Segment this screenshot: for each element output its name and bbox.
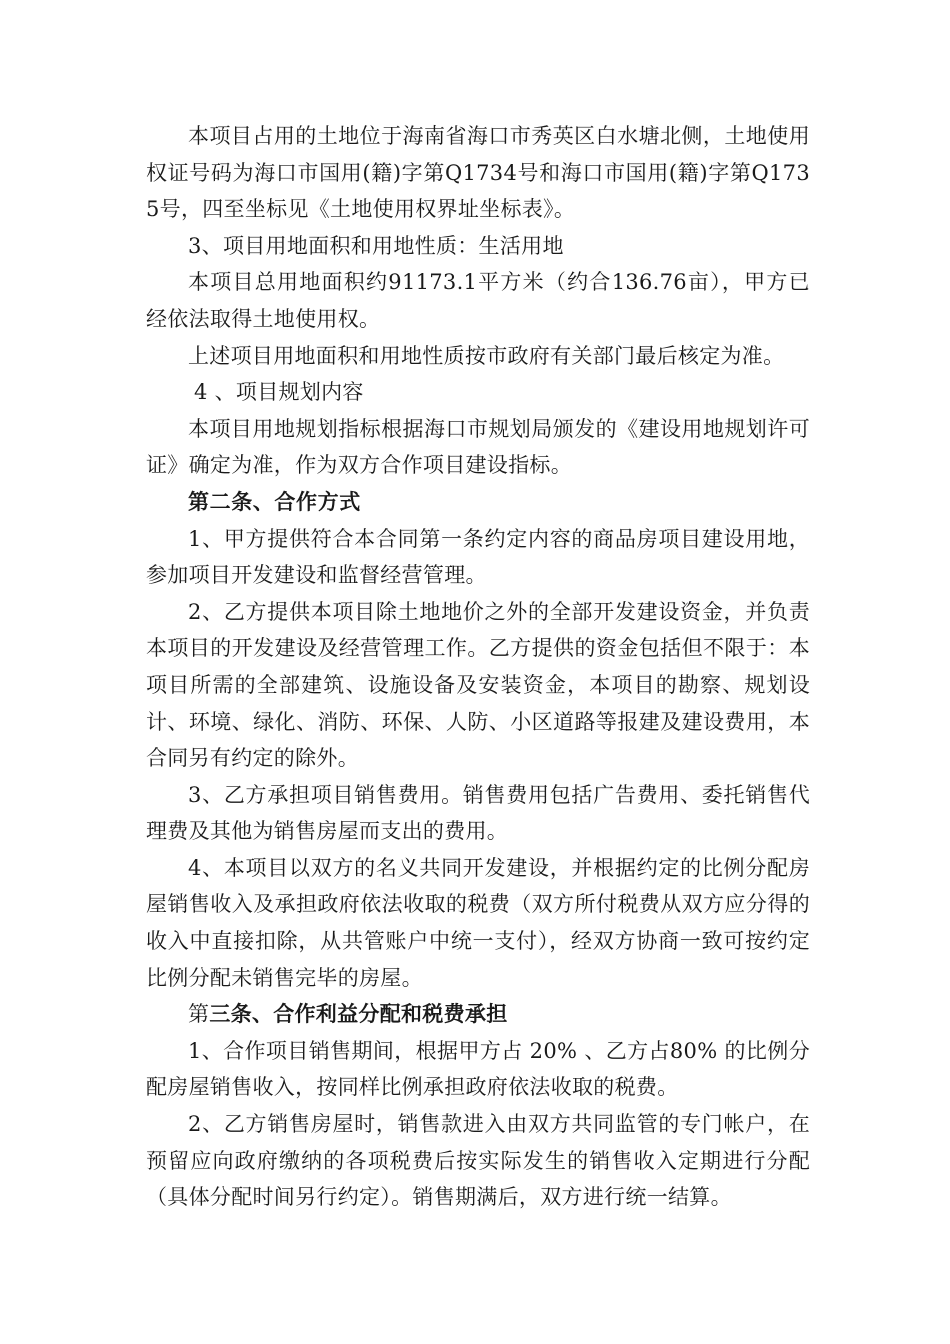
paragraph-land-area: 本项目总用地面积约91173.1平方米（约合136.76亩），甲方已经依法取得土地使用权。 <box>146 270 810 331</box>
section-heading-cooperation-method: 第二条、合作方式 <box>188 489 361 514</box>
heading-prefix: 第 <box>188 1002 210 1027</box>
paragraph-land-area-heading: 3、项目用地面积和用地性质：生活用地 <box>188 233 564 258</box>
paragraph-joint-development: 4、本项目以双方的名义共同开发建设，并根据约定的比例分配房屋销售收入及承担政府依法收取的税费（双方所付税费从双方应分得的收入中直接扣除，从共管账户中统一支付），经双方协商一致可按约定比例分配未销售完毕的房屋。 <box>146 855 810 990</box>
document-body <box>146 118 810 1216</box>
paragraph-land-location: 本项目占用的土地位于海南省海口市秀英区白水塘北侧，土地使用权证号码为海口市国用(籍)字第Q1734号和海口市国用(籍)字第Q1735号，四至坐标见《土地使用权界址坐标表》。 <box>146 124 810 222</box>
paragraph-planning-content: 本项目用地规划指标根据海口市规划局颁发的《建设用地规划许可证》确定为准，作为双方合作项目建设指标。 <box>146 416 810 478</box>
paragraph-sales-account: 2、乙方销售房屋时，销售款进入由双方共同监管的专门帐户，在预留应向政府缴纳的各项税费后按实际发生的销售收入定期进行分配（具体分配时间另行约定）。销售期满后，双方进行统一结算。 <box>146 1112 810 1210</box>
heading-title: 三条、合作利益分配和税费承担 <box>209 1002 508 1027</box>
paragraph-party-b-provides: 2、乙方提供本项目除土地地价之外的全部开发建设资金，并负责本项目的开发建设及经营管理工作。乙方提供的资金包括但不限于：本项目所需的全部建筑、设施设备及安装资金，本项目的勘察、规划设计、环境、绿化、消防、环保、人防、小区道路等报建及建设费用，本合同另有约定的除外。 <box>146 599 810 771</box>
paragraph-sales-costs: 3、乙方承担项目销售费用。销售费用包括广告费用、委托销售代理费及其他为销售房屋而支出的费用。 <box>146 782 810 844</box>
paragraph-planning-heading: 4 、项目规划内容 <box>194 380 364 405</box>
paragraph-party-a-provides: 1、甲方提供符合本合同第一条约定内容的商品房项目建设用地，参加项目开发建设和监督经营管理。 <box>146 526 810 588</box>
paragraph-revenue-split: 1、合作项目销售期间，根据甲方占 20% 、乙方占80% 的比例分配房屋销售收入，按同样比例承担政府依法收取的税费。 <box>146 1038 810 1100</box>
paragraph-area-approval: 上述项目用地面积和用地性质按市政府有关部门最后核定为准。 <box>188 343 785 368</box>
section-heading-profit-distribution <box>146 996 810 1033</box>
